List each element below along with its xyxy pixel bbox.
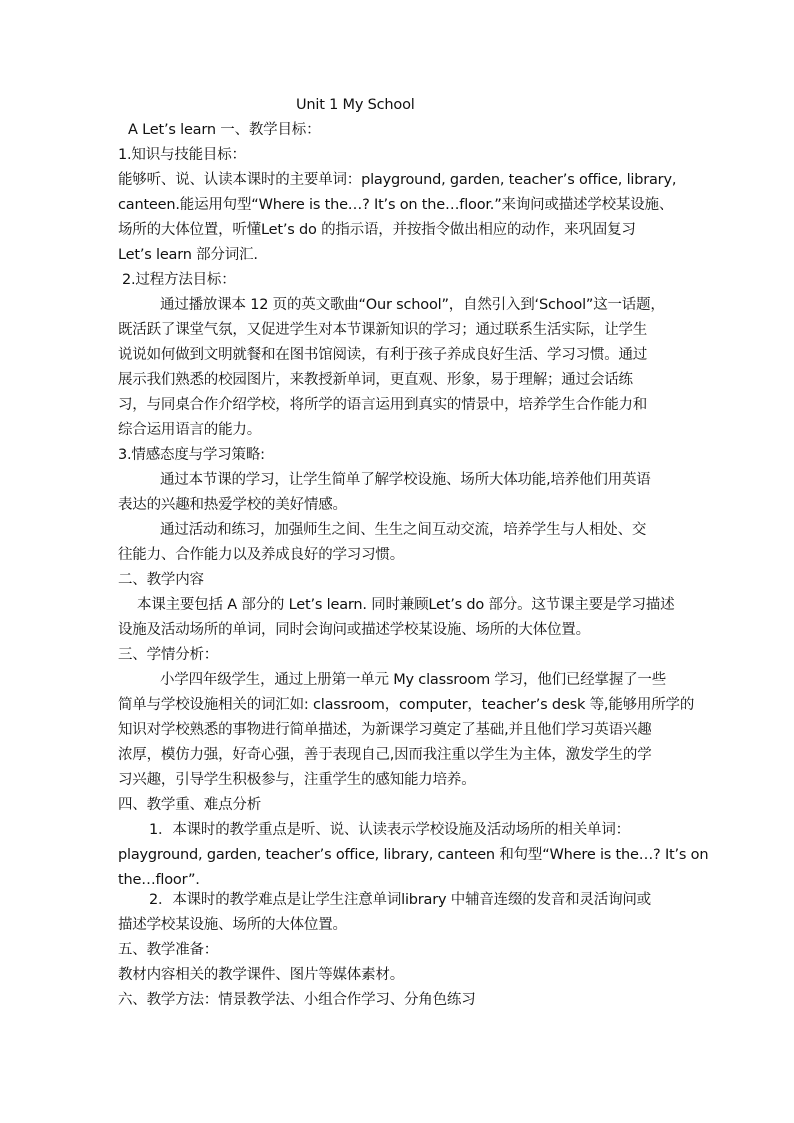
subsection-heading: 1.知识与技能目标： — [118, 147, 246, 163]
section-heading: 六、教学方法：情景教学法、小组合作学习、分角色练习 — [118, 992, 476, 1008]
paragraph-line: the…floor”. — [118, 872, 200, 888]
paragraph-line: 表达的兴趣和热爱学校的美好情感。 — [118, 497, 347, 513]
document-title: Unit 1 My School — [296, 97, 415, 113]
paragraph-line: 描述学校某设施、场所的大体位置。 — [118, 917, 347, 933]
paragraph-line: playground, garden, teacher’s office, library, canteen 和句型“Where is the…? It’s on — [118, 847, 709, 863]
paragraph-line: 通过本节课的学习，让学生简单了解学校设施、场所大体功能,培养他们用英语 — [160, 472, 651, 488]
section-heading: 二、教学内容 — [118, 572, 204, 588]
paragraph-line: 习兴趣，引导学生积极参与，注重学生的感知能力培养。 — [118, 772, 476, 788]
paragraph-line: 知识对学校熟悉的事物进行简单描述，为新课学习奠定了基础,并且他们学习英语兴趣 — [118, 722, 652, 738]
paragraph-line: 2．本课时的教学难点是让学生注意单词library 中辅音连缀的发音和灵活询问或 — [149, 892, 651, 908]
section-heading: 五、教学准备： — [118, 942, 219, 958]
paragraph-line: 简单与学校设施相关的词汇如: classroom，computer，teacher’s desk 等,能够用所学的 — [118, 697, 695, 713]
paragraph-line: 通过活动和练习，加强师生之间、生生之间互动交流，培养学生与人相处、交 — [160, 522, 647, 538]
paragraph-line: 展示我们熟悉的校园图片，来教授新单词，更直观、形象，易于理解；通过会话练 — [118, 372, 633, 388]
paragraph-line: 既活跃了课堂气氛，又促进学生对本节课新知识的学习；通过联系生活实际，让学生 — [118, 322, 648, 338]
section-heading: 四、教学重、难点分析 — [118, 797, 261, 813]
section-heading: A Let’s learn 一、教学目标： — [128, 122, 321, 138]
paragraph-line: 本课主要包括 A 部分的 Let’s learn. 同时兼顾Let’s do 部分。这节课主要是学习描述 — [137, 597, 675, 613]
subsection-heading: 3.情感态度与学习策略: — [118, 447, 265, 463]
paragraph-line: 习，与同桌合作介绍学校，将所学的语言运用到真实的情景中，培养学生合作能力和 — [118, 397, 648, 413]
paragraph-line: 综合运用语言的能力。 — [118, 422, 261, 438]
paragraph-line: 设施及活动场所的单词，同时会询问或描述学校某设施、场所的大体位置。 — [118, 622, 590, 638]
paragraph-line: 1．本课时的教学重点是听、说、认读表示学校设施及活动场所的相关单词： — [149, 822, 630, 838]
paragraph-line: 说说如何做到文明就餐和在图书馆阅读，有利于孩子养成良好生活、学习习惯。通过 — [118, 347, 648, 363]
paragraph-line: 浓厚，模仿力强，好奇心强，善于表现自己,因而我注重以学生为主体，激发学生的学 — [118, 747, 652, 763]
subsection-heading: 2.过程方法目标： — [122, 272, 236, 288]
paragraph-line: 能够听、说、认读本课时的主要单词：playground, garden, teacher’s office, library, — [118, 172, 677, 188]
paragraph-line: 小学四年级学生，通过上册第一单元 My classroom 学习，他们已经掌握了一些 — [160, 672, 667, 688]
paragraph-line: 场所的大体位置，听懂Let’s do 的指示语，并按指令做出相应的动作，来巩固复习 — [118, 222, 636, 238]
paragraph-line: 往能力、合作能力以及养成良好的学习习惯。 — [118, 547, 404, 563]
paragraph-line: 教材内容相关的教学课件、图片等媒体素材。 — [118, 967, 404, 983]
paragraph-line: Let’s learn 部分词汇. — [118, 247, 258, 263]
paragraph-line: canteen.能运用句型“Where is the…? It’s on the…floor.”来询问或描述学校某设施、 — [118, 197, 674, 213]
section-heading: 三、学情分析： — [118, 647, 219, 663]
paragraph-line: 通过播放课本 12 页的英文歌曲“Our school”，自然引入到‘School”这一话题， — [160, 297, 665, 313]
